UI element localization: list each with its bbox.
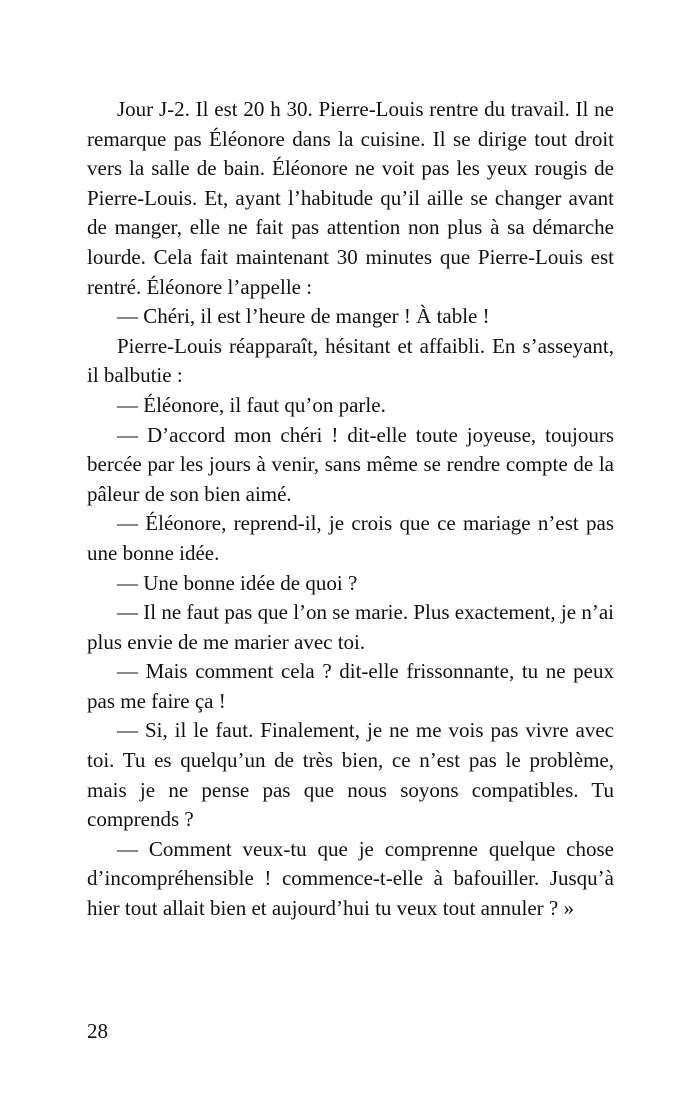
- paragraph: — Une bonne idée de quoi ?: [117, 570, 358, 595]
- paragraph: — Si, il le faut. Finalement, je ne me vois pas vivre avec toi. Tu es quelqu’un de très bien, ce n’est pas le problème, mais je ne pense pas que nous soyons compatibles. Tu comprends ?: [87, 718, 614, 832]
- page-number: 28: [87, 1019, 108, 1043]
- paragraph: — Mais comment cela ? dit-elle frissonnante, tu ne peux pas me faire ça !: [87, 659, 614, 713]
- paragraph: — Comment veux-tu que je comprenne quelque chose d’incompréhensible ! commence-t-elle à bafouiller. Jusqu’à hier tout allait bien et aujourd’hui tu veux tout annuler ? »: [87, 836, 614, 921]
- paragraph: Jour J-2. Il est 20 h 30. Pierre-Louis rentre du travail. Il ne remarque pas Éléonore dans la cuisine. Il se dirige tout droit vers la salle de bain. Éléonore ne voit pas les yeux rougis de Pierre-Louis. Et, ayant l’habitude qu’il aille se changer avant de manger, elle ne fait pas attention non plus à sa démarche lourde. Cela fait maintenant 30 minutes que Pierre-Louis est rentré. Éléonore l’appelle :: [87, 97, 614, 299]
- paragraph: — Éléonore, reprend-il, je crois que ce mariage n’est pas une bonne idée.: [87, 511, 614, 565]
- paragraph: — D’accord mon chéri ! dit-elle toute joyeuse, toujours bercée par les jours à venir, sans même se rendre compte de la pâleur de son bien aimé.: [87, 422, 614, 506]
- paragraph: — Chéri, il est l’heure de manger ! À table !: [117, 304, 490, 329]
- body-text: [87, 95, 614, 924]
- paragraph: — Il ne faut pas que l’on se marie. Plus exactement, je n’ai plus envie de me marier avec toi.: [87, 600, 614, 654]
- paragraph: Pierre-Louis réapparaît, hésitant et affaibli. En s’asseyant, il balbutie :: [87, 333, 614, 388]
- paragraph: — Éléonore, il faut qu’on parle.: [117, 392, 386, 417]
